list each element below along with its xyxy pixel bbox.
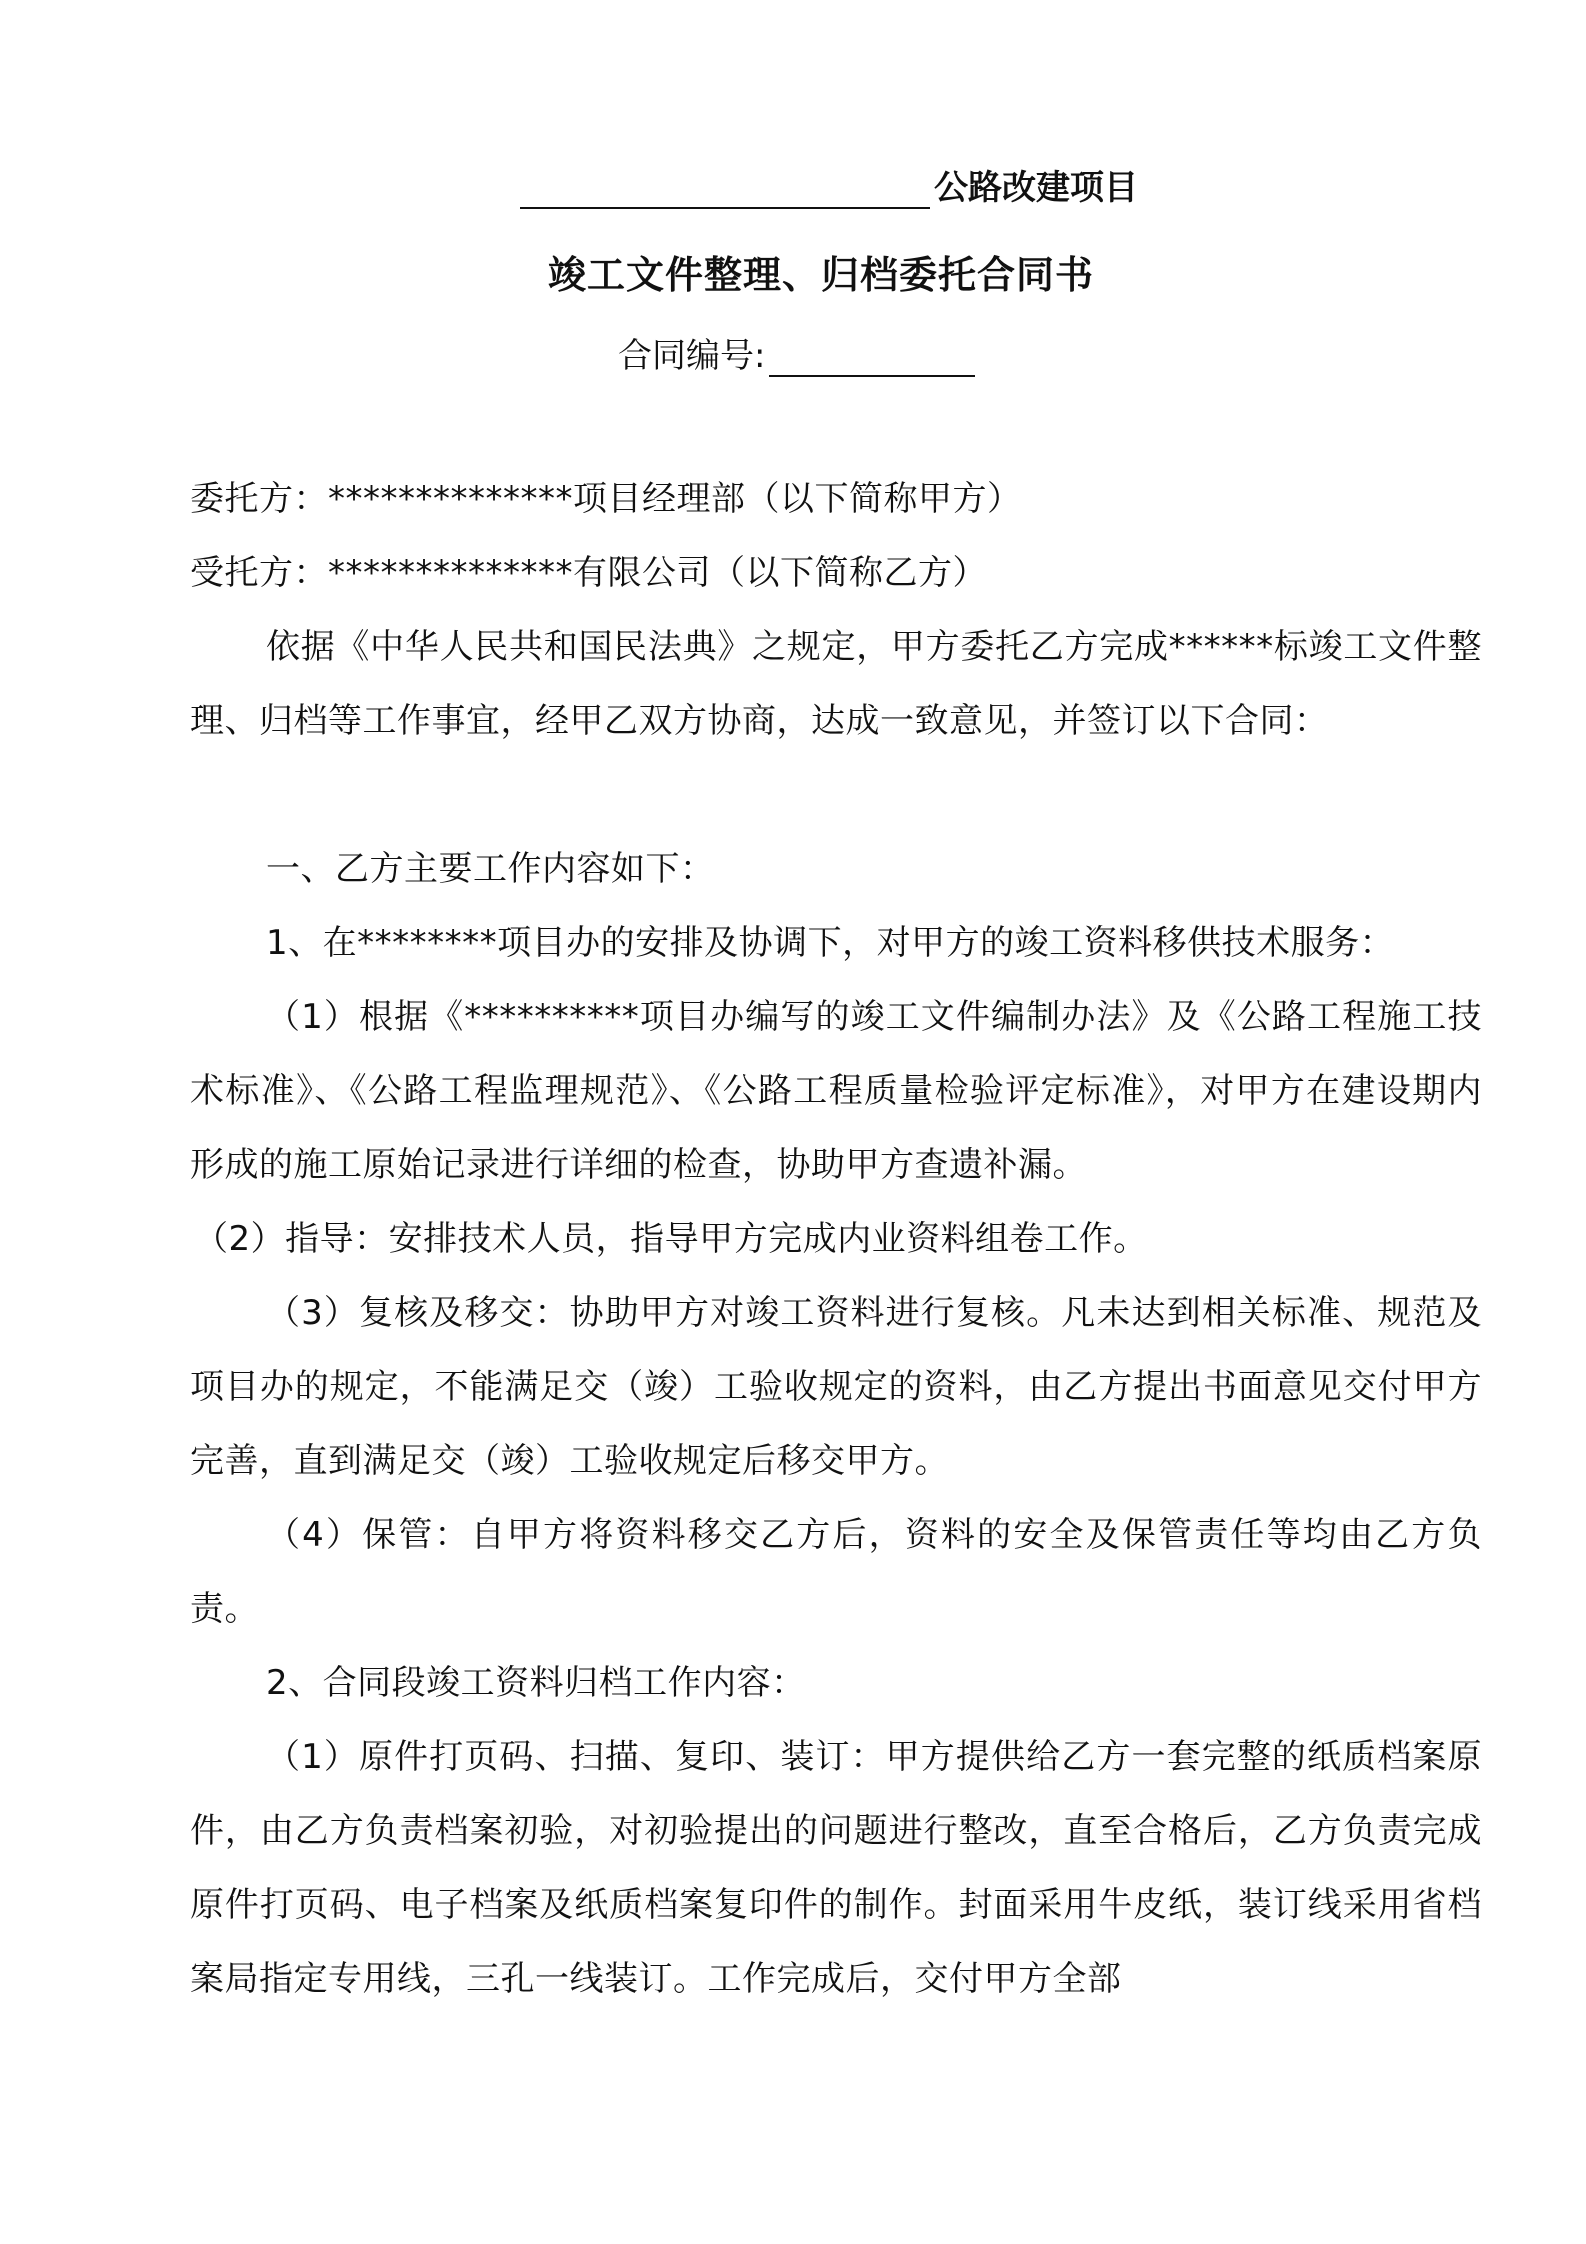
item-1-1: （1）根据《**********项目办编写的竣工文件编制办法》及《公路工程施工技术标准》、《公路工程监理规范》、《公路工程质量检验评定标准》，对甲方在建设期内形成的施工原始记录进行详细的检查，协助甲方查遗补漏。 xyxy=(190,997,1482,1185)
contract-number-line xyxy=(618,328,975,377)
intro-paragraph: 依据《中华人民共和国民法典》之规定，甲方委托乙方完成******标竣工文件整理、归档等工作事宜，经甲乙双方协商，达成一致意见，并签订以下合同： xyxy=(190,627,1482,741)
item-1-3: （3）复核及移交：协助甲方对竣工资料进行复核。凡未达到相关标准、规范及项目办的规定，不能满足交（竣）工验收规定的资料，由乙方提出书面意见交付甲方完善，直到满足交（竣）工验收规定后移交甲方。 xyxy=(190,1293,1482,1481)
item-1: 1、在********项目办的安排及协调下，对甲方的竣工资料移供技术服务： xyxy=(266,923,1395,963)
project-title-line xyxy=(520,160,1138,209)
agent-party: 受托方：**************有限公司（以下简称乙方） xyxy=(190,553,987,593)
principal-party: 委托方：**************项目经理部（以下简称甲方） xyxy=(190,479,1022,519)
project-name-blank xyxy=(520,167,930,209)
document-title: 竣工文件整理、归档委托合同书 xyxy=(548,253,1095,297)
section-1-heading: 一、乙方主要工作内容如下： xyxy=(266,849,715,889)
contract-number-blank xyxy=(769,335,975,377)
item-2: 2、合同段竣工资料归档工作内容： xyxy=(266,1663,806,1703)
item-1-2: （2）指导：安排技术人员，指导甲方完成内业资料组卷工作。 xyxy=(194,1219,1148,1259)
item-1-4: （4）保管：自甲方将资料移交乙方后，资料的安全及保管责任等均由乙方负责。 xyxy=(190,1515,1482,1629)
contract-number-label: 合同编号: xyxy=(618,336,766,376)
item-2-1: （1）原件打页码、扫描、复印、装订：甲方提供给乙方一套完整的纸质档案原件，由乙方负责档案初验，对初验提出的问题进行整改，直至合格后，乙方负责完成原件打页码、电子档案及纸质档案复印件的制作。封面采用牛皮纸，装订线采用省档案局指定专用线，三孔一线装订。工作完成后，交付甲方全部 xyxy=(190,1737,1482,1999)
project-suffix: 公路改建项目 xyxy=(934,168,1138,208)
